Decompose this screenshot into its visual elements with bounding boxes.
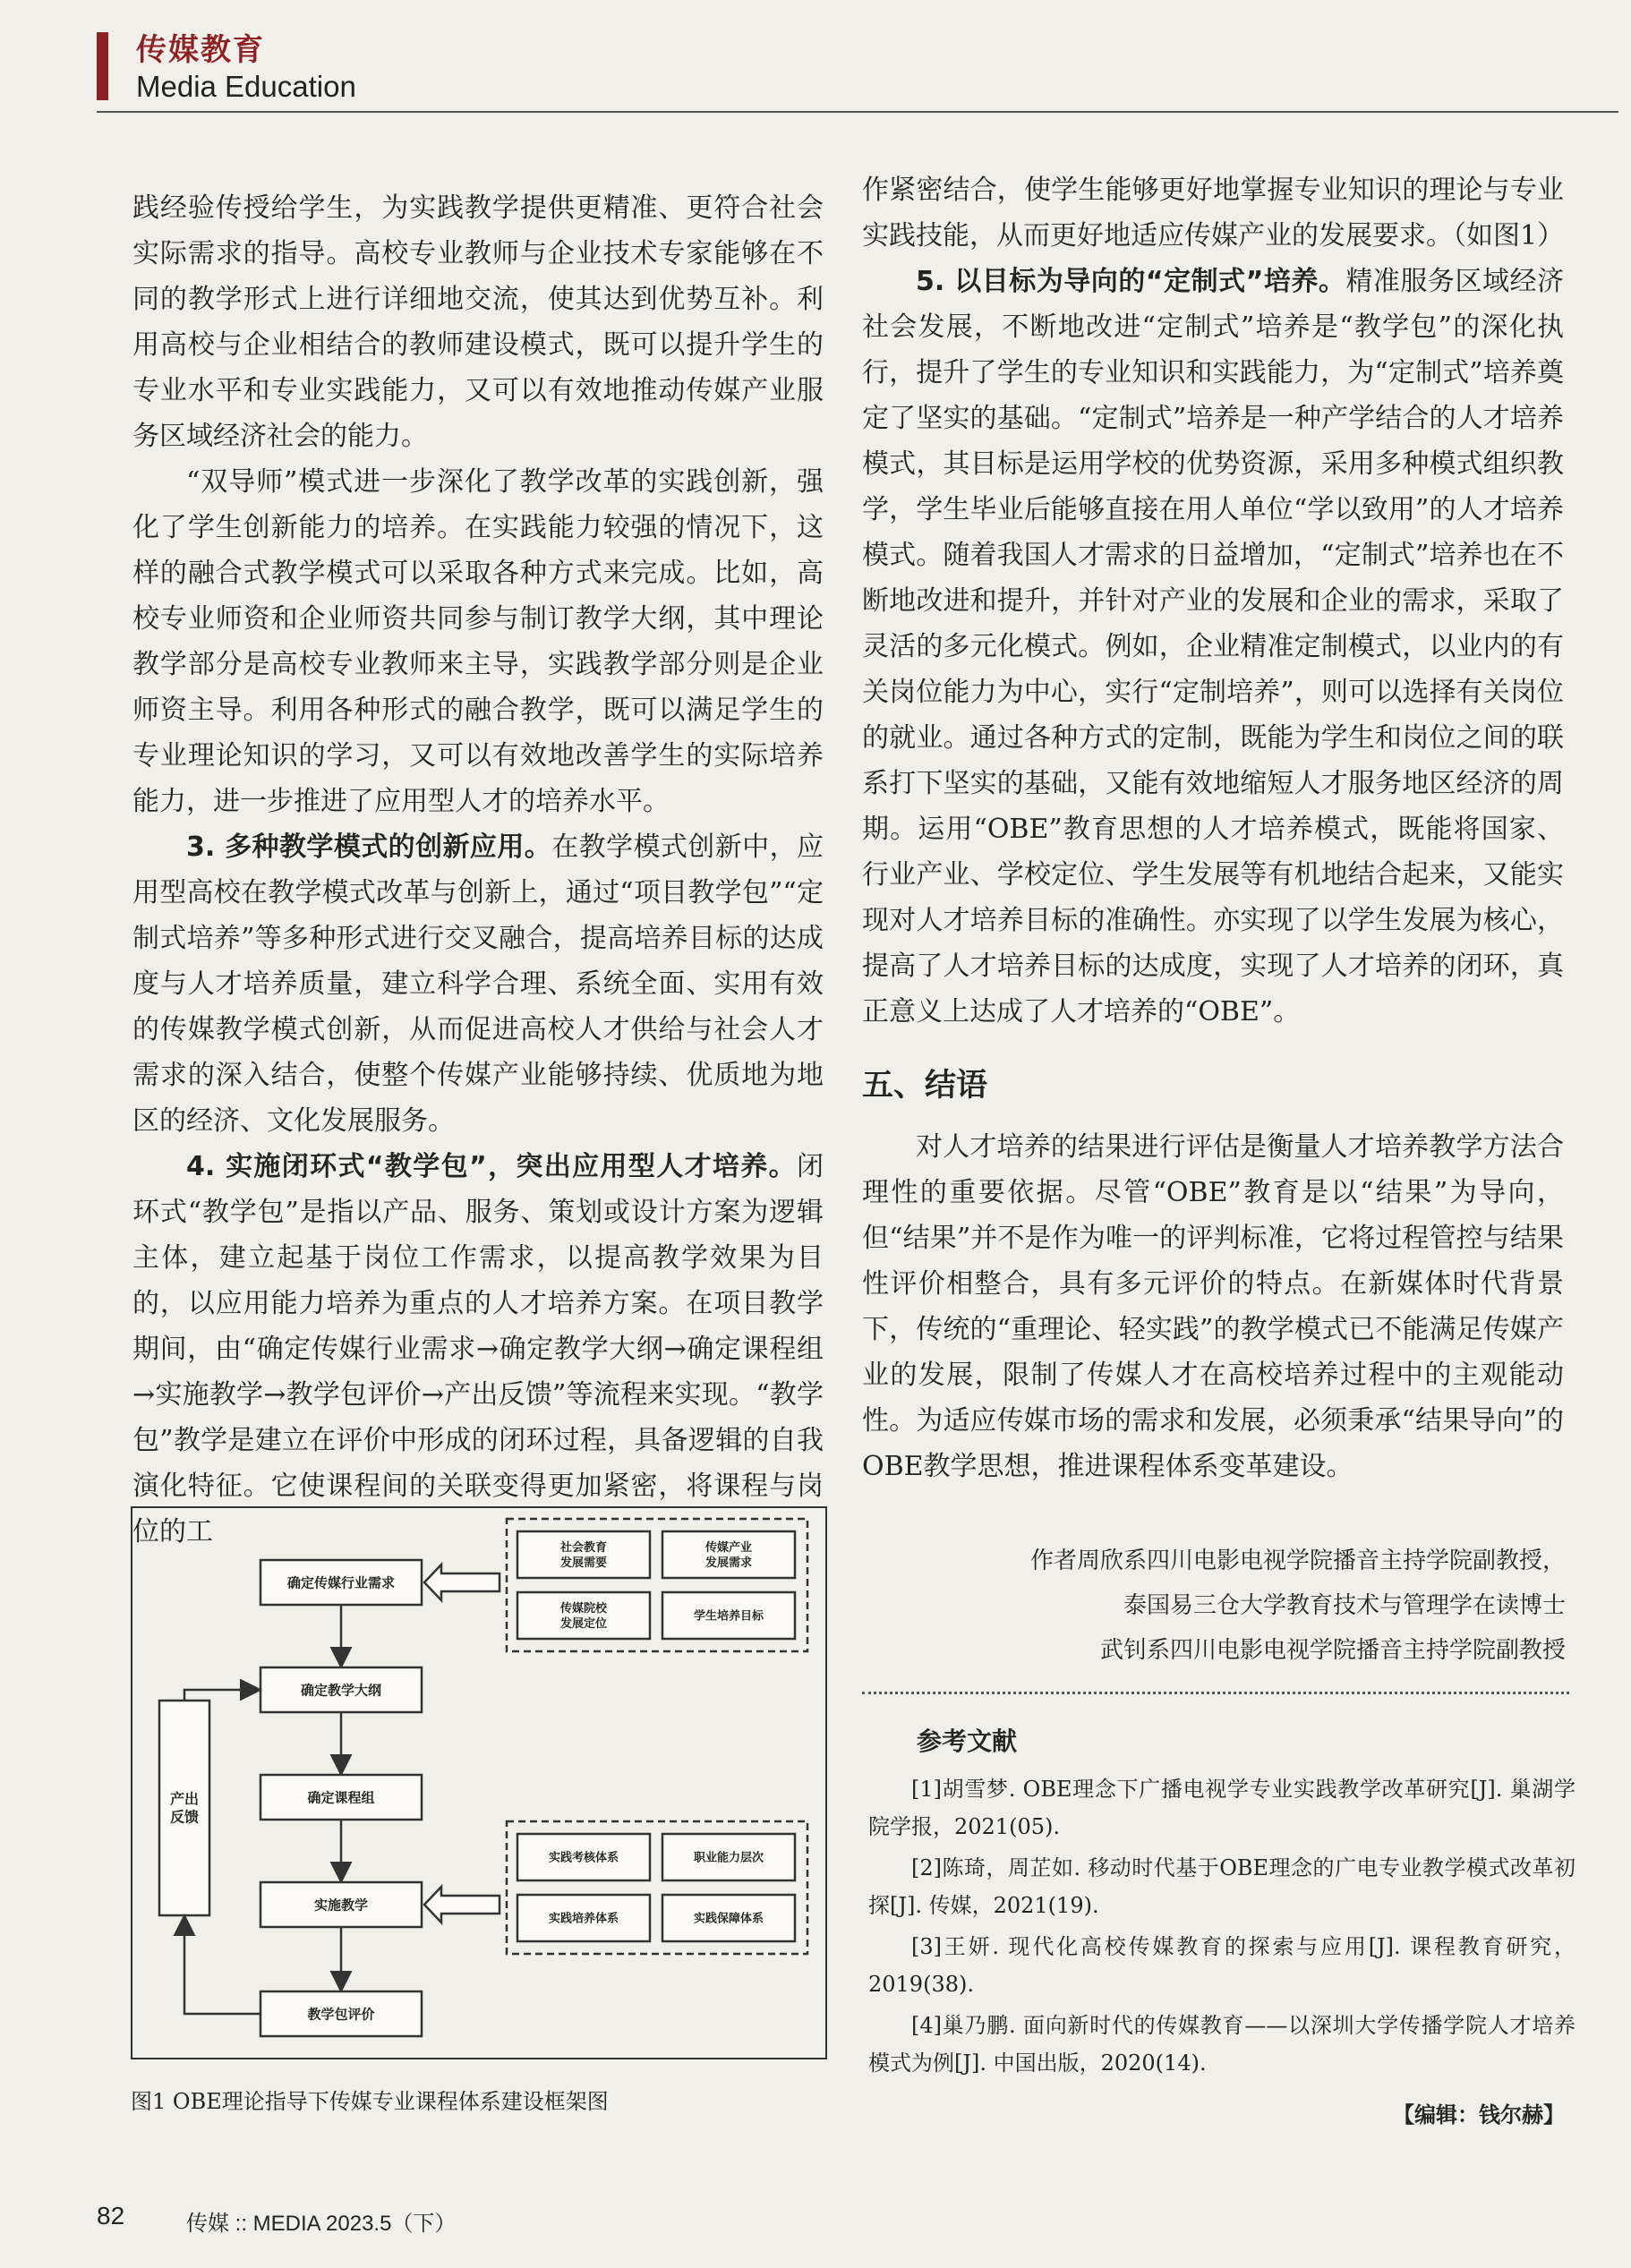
right-column — [862, 167, 1564, 1035]
paragraph-text: 精准服务区域经济社会发展，不断地改进“定制式”培养是“教学包”的深化执行，提升了学生的专业知识和实践能力，为“定制式”培养奠定了坚实的基础。“定制式”培养是一种产学结合的人才培养模式，其目标是运用学校的优势资源，采用多种模式组织教学，学生毕业后能够直接在用人单位“学以致用”的人才培养模式。随着我国人才需求的日益增加，“定制式”培养也在不断地改进和提升，并针对产业的发展和企业的需求，采取了灵活的多元化模式。例如，企业精准定制模式，以业内的有关岗位能力为中心，实行“定制培养”，则可以选择有关岗位的就业。通过各种方式的定制，既能为学生和岗位之间的联系打下坚实的基础，又能有效地缩短人才服务地区经济的周期。运用“OBE”教育思想的人才培养模式，既能将国家、行业产业、学校定位、学生发展等有机地结合起来，又能实现对人才培养目标的准确性。亦实现了以学生发展为核心，提高了人才培养目标的达成度，实现了人才培养的闭环，真正意义上达成了人才培养的“OBE”。 — [862, 266, 1564, 1027]
page-number: 82 — [97, 2202, 125, 2230]
paragraph — [132, 824, 824, 1144]
reference-item: [4]巢乃鹏. 面向新时代的传媒教育——以深圳大学传播学院人才培养模式为例[J]. 中国出版，2020(14). — [868, 2013, 1575, 2076]
paragraph: 对人才培养的结果进行评估是衡量人才培养教学方法合理性的重要依据。尽管“OBE”教育是以“结果”为导向，但“结果”并不是作为唯一的评判标准，它将过程管控与结果性评价相整合，具有多元评价的特点。在新媒体时代背景下，传统的“重理论、轻实践”的教学模式已不能满足传媒产业的发展，限制了传媒人才在高校培养过程中的主观能动性。为适应传媒市场的需求和发展，必须秉承“结果导向”的OBE教学思想，推进课程体系变革建设。 — [862, 1131, 1564, 1482]
feedback-arrow-out — [184, 1690, 258, 1701]
flow-step-label: 确定课程组 — [307, 1789, 375, 1806]
factor-label: 传媒产业发展需求 — [704, 1541, 753, 1571]
flow-step-label: 确定教学大纲 — [300, 1682, 382, 1699]
paragraph-heading: 5. 以目标为导向的“定制式”培养。 — [916, 266, 1346, 297]
paragraph — [132, 1144, 824, 1555]
feedback-label: 产出反馈 — [169, 1790, 200, 1826]
header-rule — [97, 111, 1618, 113]
factor-label: 实践保障体系 — [693, 1912, 764, 1926]
reference-item: [3]王妍. 现代化高校传媒教育的探索与应用[J]. 课程教育研究，2019(38). — [868, 1934, 1575, 1997]
flow-step-label: 教学包评价 — [307, 2006, 375, 2023]
paragraph-heading: 3. 多种教学模式的创新应用。 — [186, 831, 552, 863]
paragraph — [862, 259, 1564, 1035]
header-accent-bar — [97, 32, 108, 100]
journal-info: 传媒 :: MEDIA 2023.5（下） — [186, 2212, 457, 2236]
input-block-arrow — [424, 1565, 500, 1600]
author-line: 泰国易三仓大学教育技术与管理学在读博士 — [1123, 1592, 1566, 1619]
editor-credit: 【编辑：钱尔赫】 — [1393, 2102, 1565, 2127]
factor-label: 职业能力层次 — [693, 1851, 764, 1865]
paragraph: “双导师”模式进一步深化了教学改革的实践创新，强化了学生创新能力的培养。在实践能力较强的情况下，这样的融合式教学模式可以采取各种方式来完成。比如，高校专业师资和企业师资共同参与制订教学大纲，其中理论教学部分是高校专业教师来主导，实践教学部分则是企业师资主导。利用各种形式的融合教学，既可以满足学生的专业理论知识的学习，又可以有效地改善学生的实际培养能力，进一步推进了应用型人才的培养水平。 — [132, 466, 824, 817]
references-list — [868, 1770, 1575, 2085]
factor-label: 实践考核体系 — [548, 1851, 619, 1865]
section-heading: 五、结语 — [862, 1068, 988, 1104]
references-title: 参考文献 — [917, 1727, 1018, 1756]
dotted-divider — [862, 1692, 1569, 1694]
paragraph: 践经验传授给学生，为实践教学提供更精准、更符合社会实际需求的指导。高校专业教师与企业技术专家能够在不同的教学形式上进行详细地交流，使其达到优势互补。利用高校与企业相结合的教师建设模式，既可以提升学生的专业水平和专业实践能力，又可以有效地推动传媒产业服务区域经济社会的能力。 — [132, 192, 824, 452]
factor-label: 社会教育发展需要 — [559, 1541, 608, 1571]
factor-label: 实践培养体系 — [548, 1912, 619, 1926]
conclusion-block — [862, 1124, 1564, 1489]
section-title-en: Media Education — [136, 70, 356, 103]
paragraph: 作紧密结合，使学生能够更好地掌握专业知识的理论与专业实践技能，从而更好地适应传媒产业的发展要求。（如图1） — [862, 175, 1565, 252]
paragraph-text: 在教学模式创新中，应用型高校在教学模式改革与创新上，通过“项目教学包”“定制式培养”等多种形式进行交叉融合，提高培养目标的达成度与人才培养质量，建立科学合理、系统全面、实用有效的传媒教学模式创新，从而促进高校人才供给与社会人才需求的深入结合，使整个传媒产业能够持续、优质地为地区的经济、文化发展服务。 — [132, 831, 824, 1137]
flow-step-label: 实施教学 — [313, 1897, 369, 1914]
left-column — [132, 185, 824, 1555]
feedback-arrow-in — [184, 1918, 260, 2014]
flow-diagram — [132, 1508, 825, 2058]
reference-item: [1]胡雪梦. OBE理念下广播电视学专业实践教学改革研究[J]. 巢湖学院学报，2021(05). — [868, 1777, 1575, 1839]
author-line: 作者周欣系四川电影电视学院播音主持学院副教授， — [1029, 1548, 1566, 1574]
figure-caption: 图1 OBE理论指导下传媒专业课程体系建设框架图 — [131, 2089, 609, 2114]
input-block-arrow — [424, 1887, 500, 1923]
flow-step-label: 确定传媒行业需求 — [286, 1574, 396, 1591]
factor-label: 学生培养目标 — [693, 1609, 764, 1624]
factor-label: 传媒院校发展定位 — [559, 1602, 608, 1632]
paragraph-text: 闭环式“教学包”是指以产品、服务、策划或设计方案为逻辑主体，建立起基于岗位工作需求，以提高教学效果为目的，以应用能力培养为重点的人才培养方案。在项目教学期间，由“确定传媒行业需求→确定教学大纲→确定课程组→实施教学→教学包评价→产出反馈”等流程来实现。“教学包”教学是建立在评价中形成的闭环过程，具备逻辑的自我演化特征。它使课程间的关联变得更加紧密，将课程与岗位的工 — [132, 1151, 824, 1548]
author-line: 武钊系四川电影电视学院播音主持学院副教授 — [1099, 1637, 1566, 1664]
framework-figure — [131, 1506, 827, 2059]
reference-item: [2]陈琦，周芷如. 移动时代基于OBE理念的广电专业教学模式改革初探[J]. 传媒，2021(19). — [868, 1855, 1575, 1918]
paragraph-heading: 4. 实施闭环式“教学包”，突出应用型人才培养。 — [186, 1151, 797, 1182]
section-title-zh: 传媒教育 — [136, 32, 265, 68]
